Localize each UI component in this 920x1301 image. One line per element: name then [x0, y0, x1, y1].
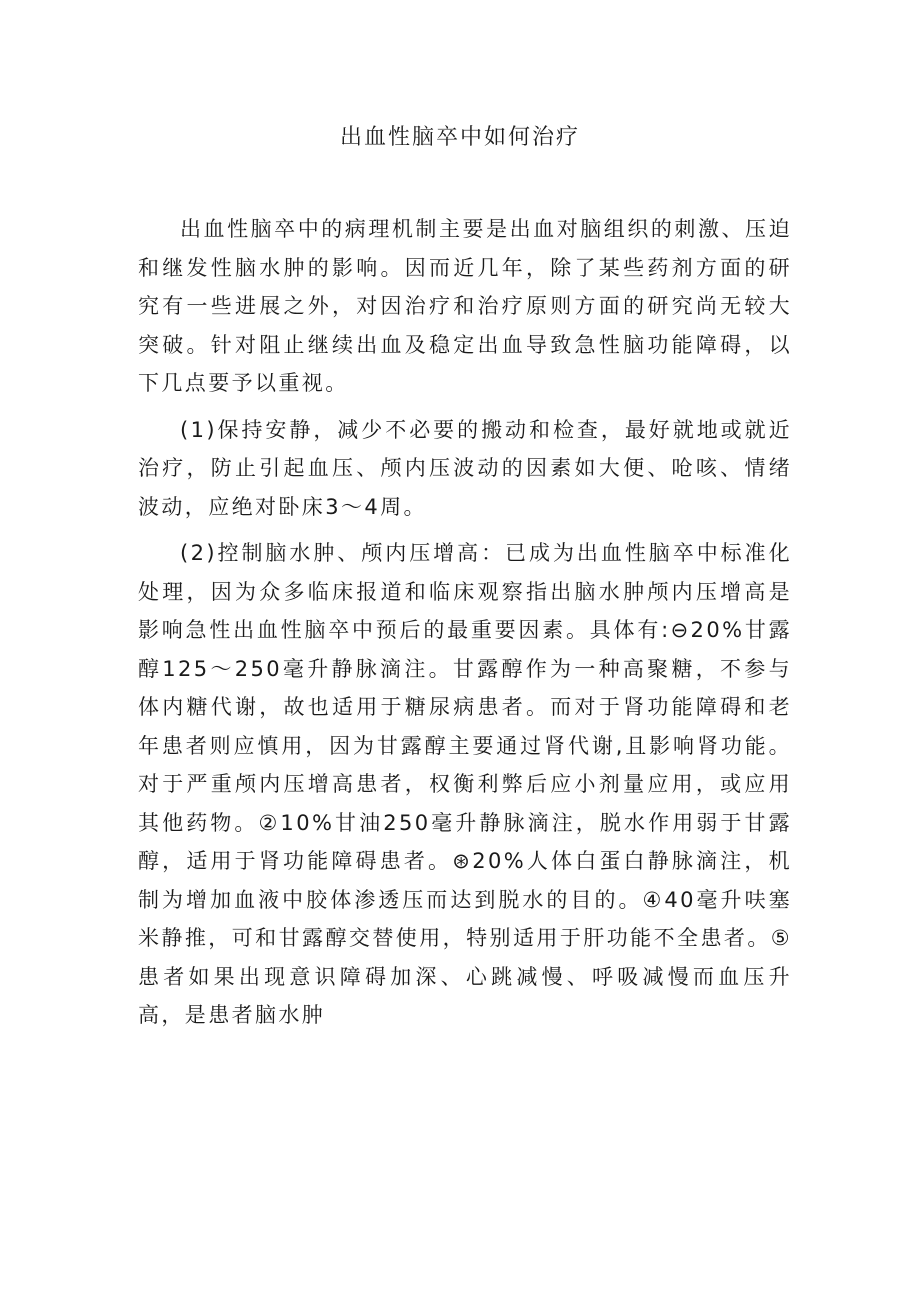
document-body [138, 210, 792, 1043]
page-title: 出血性脑卒中如何治疗 [339, 125, 580, 150]
paragraph-point-2: (2)控制脑水肿、颅内压增高：已成为出血性脑卒中标准化处理，因为众多临床报道和临床观察指出脑水肿颅内压增高是影响急性出血性脑卒中预后的最重要因素。具体有:⊖20%甘露醇125～250毫升静脉滴注。甘露醇作为一种高聚糖，不参与体内糖代谢，故也适用于糖尿病患者。而对于肾功能障碍和老年患者则应慎用，因为甘露醇主要通过肾代谢,且影响肾功能。对于严重颅内压增高患者，权衡利弊后应小剂量应用，或应用其他药物。②10%甘油250毫升静脉滴注，脱水作用弱于甘露醇，适用于肾功能障碍患者。⊛20%人体白蛋白静脉滴注，机制为增加血液中胶体渗透压而达到脱水的目的。④40毫升呋塞米静推，可和甘露醇交替使用，特别适用于肝功能不全患者。⑤患者如果出现意识障碍加深、心跳减慢、呼吸减慢而血压升高，是患者脑水肿 [138, 541, 792, 1027]
paragraph-intro: 出血性脑卒中的病理机制主要是出血对脑组织的刺激、压迫和继发性脑水肿的影响。因而近几年，除了某些药剂方面的研究有一些进展之外，对因治疗和治疗原则方面的研究尚无较大突破。针对阻止继续出血及稳定出血导致急性脑功能障碍，以下几点要予以重视。 [138, 217, 792, 395]
paragraph-point-1: (1)保持安静，减少不必要的搬动和检查，最好就地或就近治疗，防止引起血压、颅内压波动的因素如大便、呛咳、情绪波动，应绝对卧床3～4周。 [138, 417, 792, 519]
